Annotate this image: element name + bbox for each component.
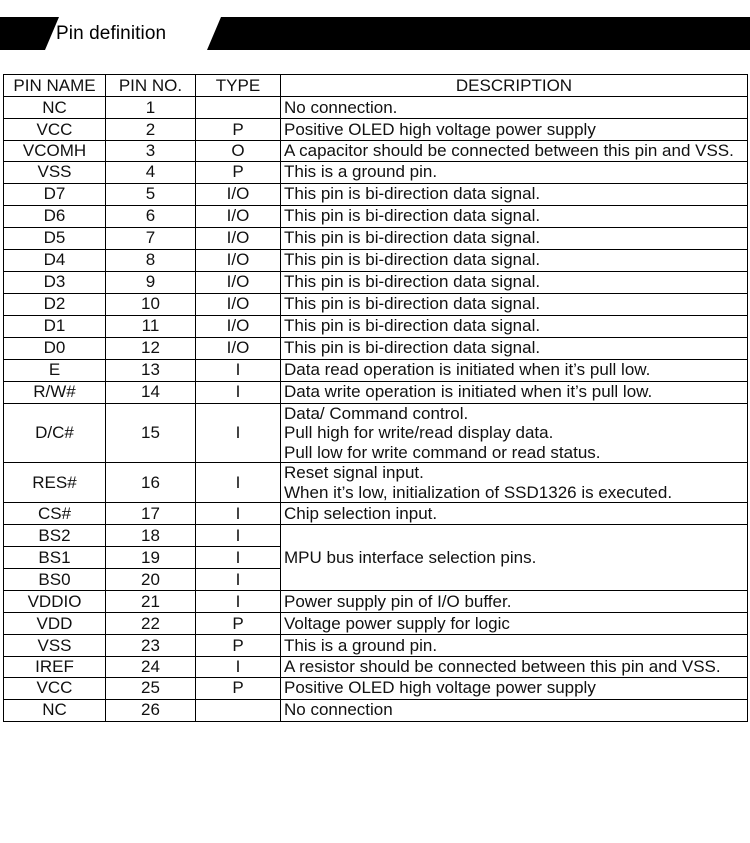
description-line: This is a ground pin. (284, 635, 438, 655)
pin-number-cell: 25 (106, 677, 196, 699)
description-line: This pin is bi-direction data signal. (284, 228, 541, 248)
pin-type-cell: I (196, 547, 281, 569)
pin-type-cell: I/O (196, 293, 281, 315)
description-cell (281, 359, 748, 381)
pin-number-cell: 9 (106, 271, 196, 293)
table-row (4, 183, 748, 205)
description-cell (281, 119, 748, 141)
pin-number-cell: 17 (106, 503, 196, 525)
pin-type-cell: I/O (196, 249, 281, 271)
pin-type-cell: I/O (196, 227, 281, 249)
pin-number-cell: 1 (106, 97, 196, 119)
pin-name-cell: D1 (4, 315, 106, 337)
pin-name-cell: D2 (4, 293, 106, 315)
pin-name-cell: VCOMH (4, 141, 106, 162)
description-line: MPU bus interface selection pins. (284, 547, 537, 567)
pin-name-cell: D6 (4, 205, 106, 227)
pin-name-cell: CS# (4, 503, 106, 525)
table-row (4, 249, 748, 271)
table-row (4, 403, 748, 463)
table-row (4, 677, 748, 699)
pin-type-cell (196, 97, 281, 119)
pin-name-cell: NC (4, 97, 106, 119)
pin-name-cell: D0 (4, 337, 106, 359)
description-line: Positive OLED high voltage power supply (284, 119, 596, 139)
pin-type-cell: P (196, 613, 281, 635)
description-line: This is a ground pin. (284, 162, 438, 182)
description-cell (281, 293, 748, 315)
pin-name-cell: E (4, 359, 106, 381)
pin-number-cell: 6 (106, 205, 196, 227)
description-line: Data write operation is initiated when it’s pull low. (284, 382, 653, 402)
pin-number-cell: 8 (106, 249, 196, 271)
description-line: Data read operation is initiated when it’s pull low. (284, 360, 651, 380)
description-cell (281, 591, 748, 613)
pin-name-cell: D4 (4, 249, 106, 271)
pin-type-cell: I (196, 525, 281, 547)
table-row (4, 657, 748, 678)
description-cell (281, 271, 748, 293)
pin-type-cell: I (196, 569, 281, 591)
table-row (4, 699, 748, 721)
pin-type-cell: I (196, 463, 281, 503)
pin-definition-table (3, 74, 748, 722)
description-cell (281, 463, 748, 503)
table-row (4, 359, 748, 381)
description-line: Data/ Command control. (284, 403, 469, 423)
description-line: Chip selection input. (284, 503, 438, 523)
description-cell (281, 403, 748, 463)
pin-type-cell: O (196, 141, 281, 162)
pin-name-cell: IREF (4, 657, 106, 678)
description-line: Pull low for write command or read status. (284, 442, 601, 462)
pin-name-cell: BS2 (4, 525, 106, 547)
pin-type-cell: I (196, 591, 281, 613)
pin-type-cell: I/O (196, 205, 281, 227)
pin-name-cell: VDD (4, 613, 106, 635)
description-line: This pin is bi-direction data signal. (284, 272, 541, 292)
pin-number-cell: 15 (106, 403, 196, 463)
pin-number-cell: 21 (106, 591, 196, 613)
pin-name-cell: D5 (4, 227, 106, 249)
table-row (4, 119, 748, 141)
pin-type-cell: I (196, 657, 281, 678)
pin-number-cell: 4 (106, 161, 196, 183)
description-cell (281, 525, 748, 591)
description-line: This pin is bi-direction data signal. (284, 338, 541, 358)
pin-number-cell: 14 (106, 381, 196, 403)
description-cell (281, 315, 748, 337)
description-cell (281, 227, 748, 249)
pin-number-cell: 10 (106, 293, 196, 315)
pin-name-cell: BS1 (4, 547, 106, 569)
table-row (4, 161, 748, 183)
pin-type-cell: I (196, 503, 281, 525)
table-row (4, 337, 748, 359)
pin-name-cell: VSS (4, 635, 106, 657)
pin-number-cell: 23 (106, 635, 196, 657)
pin-name-cell: D3 (4, 271, 106, 293)
pin-name-cell: VDDIO (4, 591, 106, 613)
pin-number-cell: 26 (106, 699, 196, 721)
column-header-pin-no: PIN NO. (106, 75, 196, 97)
description-line: This pin is bi-direction data signal. (284, 250, 541, 270)
table-row (4, 205, 748, 227)
description-cell (281, 503, 748, 525)
pin-type-cell: P (196, 677, 281, 699)
pin-type-cell: I/O (196, 337, 281, 359)
description-cell (281, 613, 748, 635)
table-row (4, 635, 748, 657)
section-title: Pin definition (56, 23, 167, 44)
pin-name-cell: NC (4, 699, 106, 721)
pin-type-cell: P (196, 635, 281, 657)
pin-number-cell: 3 (106, 141, 196, 162)
description-line: No connection. (284, 97, 398, 117)
pin-number-cell: 11 (106, 315, 196, 337)
table-row (4, 463, 748, 503)
description-line: Pull high for write/read display data. (284, 423, 554, 442)
description-line: This pin is bi-direction data signal. (284, 206, 541, 226)
pin-number-cell: 24 (106, 657, 196, 678)
description-line: Voltage power supply for logic (284, 613, 510, 633)
pin-number-cell: 20 (106, 569, 196, 591)
column-header-type: TYPE (196, 75, 281, 97)
pin-number-cell: 7 (106, 227, 196, 249)
pin-number-cell: 16 (106, 463, 196, 503)
pin-name-cell: RES# (4, 463, 106, 503)
description-cell (281, 699, 748, 721)
table-row (4, 503, 748, 525)
description-cell (281, 97, 748, 119)
description-line: This pin is bi-direction data signal. (284, 294, 541, 314)
description-line: Reset signal input. (284, 463, 424, 482)
pin-number-cell: 13 (106, 359, 196, 381)
description-cell (281, 161, 748, 183)
pin-type-cell: P (196, 119, 281, 141)
description-cell (281, 183, 748, 205)
pin-name-cell: VCC (4, 119, 106, 141)
description-cell (281, 249, 748, 271)
pin-type-cell: I/O (196, 271, 281, 293)
table-row (4, 613, 748, 635)
table-row (4, 591, 748, 613)
table-row (4, 293, 748, 315)
table-row (4, 97, 748, 119)
table-row (4, 227, 748, 249)
column-header-pin-name: PIN NAME (4, 75, 106, 97)
description-line: This pin is bi-direction data signal. (284, 184, 541, 204)
pin-type-cell: I/O (196, 183, 281, 205)
pin-type-cell: I (196, 359, 281, 381)
pin-number-cell: 19 (106, 547, 196, 569)
description-cell (281, 205, 748, 227)
pin-name-cell: D7 (4, 183, 106, 205)
description-line: When it’s low, initialization of SSD1326 is executed. (284, 482, 673, 502)
pin-number-cell: 12 (106, 337, 196, 359)
pin-type-cell (196, 699, 281, 721)
description-line: This pin is bi-direction data signal. (284, 316, 541, 336)
description-cell (281, 677, 748, 699)
pin-number-cell: 18 (106, 525, 196, 547)
pin-type-cell: P (196, 161, 281, 183)
pin-name-cell: VSS (4, 161, 106, 183)
pin-type-cell: I (196, 403, 281, 463)
pin-number-cell: 2 (106, 119, 196, 141)
description-cell (281, 657, 748, 678)
table-row (4, 381, 748, 403)
pin-name-cell: BS0 (4, 569, 106, 591)
table-row (4, 315, 748, 337)
table-row (4, 141, 748, 162)
table-row (4, 271, 748, 293)
pin-name-cell: D/C# (4, 403, 106, 463)
description-line: No connection (284, 700, 393, 720)
pin-name-cell: R/W# (4, 381, 106, 403)
table-body (4, 97, 748, 722)
description-line: A capacitor should be connected between this pin and VSS. (284, 141, 734, 160)
pin-type-cell: I (196, 381, 281, 403)
table-header-row (4, 75, 748, 97)
table-row (4, 525, 748, 547)
column-header-description: DESCRIPTION (281, 75, 748, 97)
description-cell (281, 381, 748, 403)
description-cell (281, 635, 748, 657)
pin-name-cell: VCC (4, 677, 106, 699)
pin-number-cell: 5 (106, 183, 196, 205)
description-line: Positive OLED high voltage power supply (284, 678, 596, 698)
pin-type-cell: I/O (196, 315, 281, 337)
pin-number-cell: 22 (106, 613, 196, 635)
description-line: A resistor should be connected between this pin and VSS. (284, 657, 721, 676)
description-cell (281, 337, 748, 359)
description-line: Power supply pin of I/O buffer. (284, 591, 512, 611)
description-cell (281, 141, 748, 162)
